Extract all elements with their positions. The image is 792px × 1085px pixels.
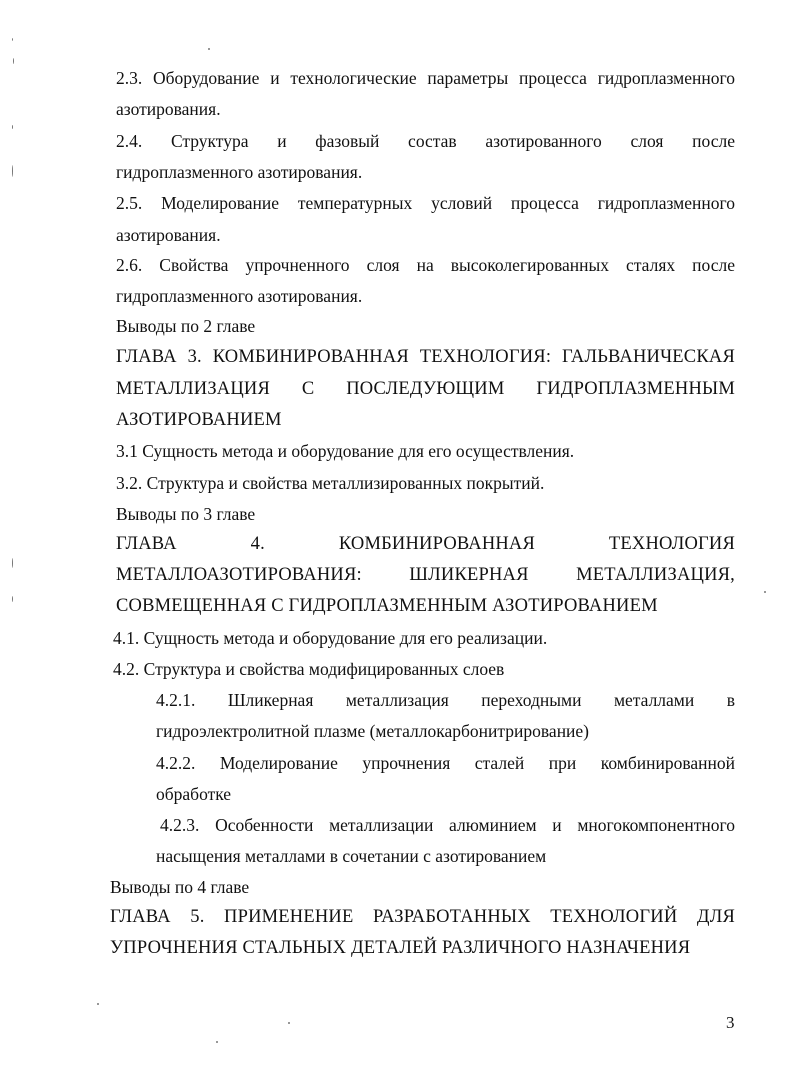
conclusions-chapter-4: Выводы по 4 главе [110,877,250,897]
conclusions-chapter-2: Выводы по 2 главе [116,316,256,336]
scan-speck [12,125,13,129]
toc-entry-4-2-2-line-2: обработке [156,784,232,804]
toc-entry-2-3-line-1: 2.3. Оборудование и технологические параметры процесса гидроплазменного [116,68,735,88]
toc-entry-4-2-3-line-2: насыщения металлами в сочетании с азотированием [156,846,547,866]
toc-entry-4-2: 4.2. Структура и свойства модифицированных слоев [113,659,505,679]
toc-entry-4-2-1-line-2: гидроэлектролитной плазме (металлокарбонитрирование) [156,721,590,741]
scan-speck [13,58,14,64]
scan-speck [12,596,13,602]
chapter-4-heading-line-2: МЕТАЛЛОАЗОТИРОВАНИЯ: ШЛИКЕРНАЯ МЕТАЛЛИЗАЦИЯ, [116,565,735,585]
toc-entry-2-5-line-2: азотирования. [116,225,221,245]
scan-speck [764,591,766,593]
toc-entry-3-1: 3.1 Сущность метода и оборудование для его осуществления. [116,441,575,461]
toc-entry-2-6-line-1: 2.6. Свойства упрочненного слоя на высоколегированных сталях после [116,255,735,275]
scan-speck [208,48,210,50]
toc-entry-2-5-line-1: 2.5. Моделирование температурных условий процесса гидроплазменного [116,193,735,213]
scan-speck [12,38,13,41]
scan-speck [12,558,13,568]
scan-speck [12,165,13,177]
chapter-4-heading-line-1: ГЛАВА 4. КОМБИНИРОВАННАЯ ТЕХНОЛОГИЯ [116,534,735,554]
scan-speck [216,1041,218,1043]
conclusions-chapter-3: Выводы по 3 главе [116,504,256,524]
chapter-3-heading-line-2: МЕТАЛЛИЗАЦИЯ С ПОСЛЕДУЮЩИМ ГИДРОПЛАЗМЕННЫМ [116,379,735,399]
toc-entry-4-1: 4.1. Сущность метода и оборудование для его реализации. [113,628,548,648]
scan-speck [97,1003,99,1005]
toc-entry-2-4-line-2: гидроплазменного азотирования. [116,162,363,182]
chapter-5-heading-line-1: ГЛАВА 5. ПРИМЕНЕНИЕ РАЗРАБОТАННЫХ ТЕХНОЛОГИЙ ДЛЯ [110,907,735,927]
chapter-4-heading-line-3: СОВМЕЩЕННАЯ С ГИДРОПЛАЗМЕННЫМ АЗОТИРОВАНИЕМ [116,596,658,616]
chapter-3-heading-line-1: ГЛАВА 3. КОМБИНИРОВАННАЯ ТЕХНОЛОГИЯ: ГАЛЬВАНИЧЕСКАЯ [116,347,735,367]
toc-entry-2-6-line-2: гидроплазменного азотирования. [116,286,363,306]
toc-entry-3-2: 3.2. Структура и свойства металлизированных покрытий. [116,473,545,493]
chapter-5-heading-line-2: УПРОЧНЕНИЯ СТАЛЬНЫХ ДЕТАЛЕЙ РАЗЛИЧНОГО НАЗНАЧЕНИЯ [110,938,691,958]
page-number: 3 [726,1013,735,1032]
toc-entry-4-2-3-line-1: 4.2.3. Особенности металлизации алюминием и многокомпонентного [160,815,735,835]
chapter-3-heading-line-3: АЗОТИРОВАНИЕМ [116,410,282,430]
toc-entry-4-2-1-line-1: 4.2.1. Шликерная металлизация переходными металлами в [156,690,735,710]
toc-entry-4-2-2-line-1: 4.2.2. Моделирование упрочнения сталей при комбинированной [156,753,735,773]
toc-entry-2-3-line-2: азотирования. [116,99,221,119]
scan-speck [288,1022,290,1024]
toc-entry-2-4-line-1: 2.4. Структура и фазовый состав азотированного слоя после [116,131,735,151]
